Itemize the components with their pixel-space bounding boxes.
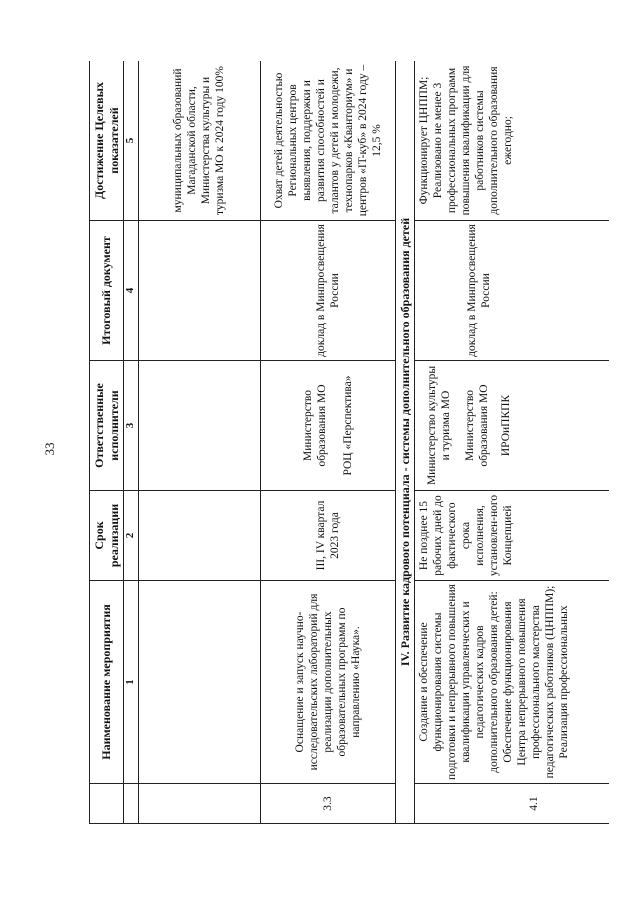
cell-activity-name: Оснащение и запуск научно-исследовательских лабораторий для реализации дополнительных образовательных программ по направлению «Наука». [260,581,395,784]
col-number: 1 [124,581,138,784]
table-row-continuation [138,61,260,824]
col-number [124,784,138,824]
document-text: доклад в Минпросвещения России [466,224,493,357]
header-row [90,61,124,824]
header-executors: Ответственные исполнители [90,361,124,491]
cell-row-number: 3.3 [260,784,395,824]
header-targets: Достижение Целевых показателей [90,61,124,221]
col-number: 4 [124,221,138,361]
header-name: Наименование мероприятия [90,581,124,784]
header-num [90,784,124,824]
section-row [395,61,415,824]
table-row-4-1 [415,61,609,824]
executor-line: ИРОиПКПК [500,394,513,457]
executor-line: РОЦ «Перспектива» [341,375,354,476]
col-number: 5 [124,61,138,221]
page-number: 33 [42,442,57,456]
header-term: Срок реализации [90,491,124,581]
column-number-row [124,61,138,824]
cell-empty [138,221,260,361]
cell-term: III, IV квартал 2023 года [260,491,395,581]
cell-term: Не позднее 15 рабочих дней до фактического срока исполнения, установлен-ного Концепцией [415,491,609,581]
cell-executors [415,361,609,491]
cell-empty [138,361,260,491]
cell-activity-name: Создание и обеспечение функционирования системы подготовки и непрерывного повышения квалификации управленческих и педагогических кадров дополнительного образования детей: Обеспечение функционирования Центра непрерывного повышения профессионального мастерства педагогических работников (ЦНППМ); Реализация профессиональных [415,581,609,784]
section-title: IV. Развитие кадрового потенциала - системы дополнительного образования детей [395,61,415,824]
header-document: Итоговый документ [90,221,124,361]
col-number: 3 [124,361,138,491]
col-number: 2 [124,491,138,581]
executor-line: Министерство культуры и туризма МО [426,365,453,486]
cell-document: доклад в Минпросвещения России [260,221,395,361]
rotated-table-sheet [89,61,609,824]
cell-empty [138,784,260,824]
executor-line: Министерство образования МО [301,384,328,467]
executor-line: Министерство образования МО [464,384,491,467]
cell-document [415,221,609,361]
table-row-3-3 [260,61,395,824]
cell-empty [138,581,260,784]
cell-row-number: 4.1 [415,784,609,824]
plan-table [89,61,609,824]
cell-executors [260,361,395,491]
cell-target-continuation: муниципальных образований Магаданской области, Министерства культуры и туризма МО к 2024 году 100% [138,61,260,221]
cell-empty [138,491,260,581]
cell-target: Охват детей деятельностью Региональных центров выявления, поддержки и развития способностей и талантов у детей и молодежи, технопарков «Кванториум» и центров «IT-куб» в 2024 году – 12,5 % [260,61,395,221]
cell-target: Функционирует ЦНППМ; Реализовано не менее 3 профессиональных программ повышения квалификации для работников системы дополнительного образования ежегодно; [415,61,609,221]
